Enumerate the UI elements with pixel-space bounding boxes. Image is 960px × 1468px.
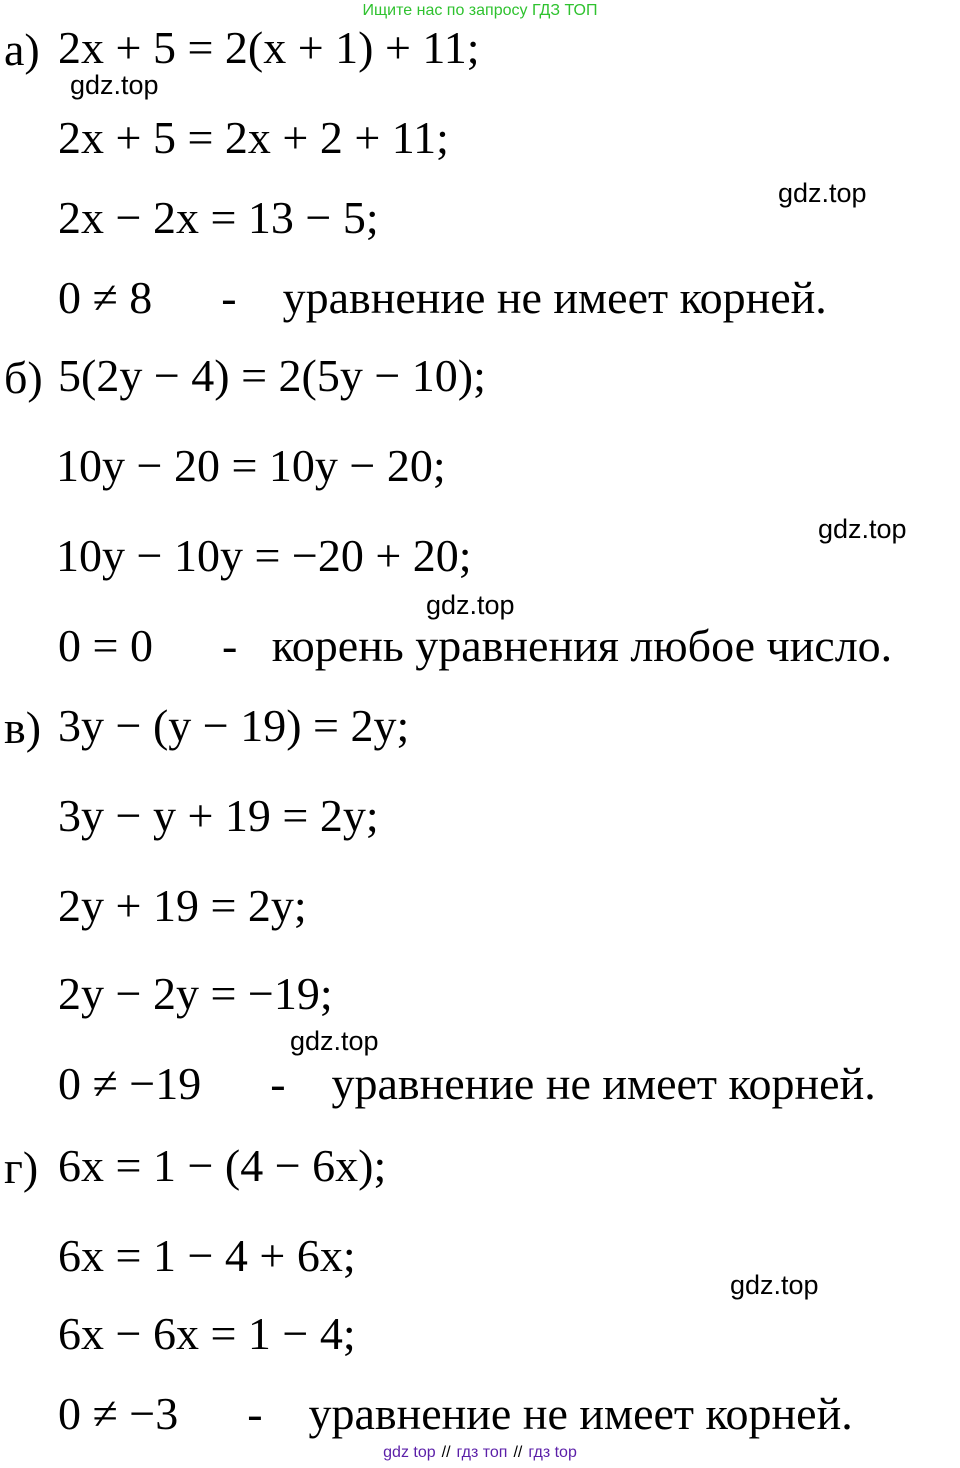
equation-line: 2x − 2x = 13 − 5; bbox=[58, 192, 379, 243]
equation-line: 2x + 5 = 2(x + 1) + 11; bbox=[58, 22, 480, 73]
equation-line: 2y + 19 = 2y; bbox=[58, 880, 307, 931]
conclusion-line: 0 ≠ −3 - уравнение не имеет корней. bbox=[58, 1388, 853, 1439]
equation-line: 10y − 20 = 10y − 20; bbox=[56, 440, 446, 491]
watermark: gdz.top bbox=[426, 590, 515, 620]
equation-line: 6x = 1 − (4 − 6x); bbox=[58, 1140, 387, 1191]
problem-label-b: б) bbox=[4, 352, 43, 403]
watermark: gdz.top bbox=[818, 514, 907, 544]
equation-line: 6x = 1 − 4 + 6x; bbox=[58, 1230, 356, 1281]
equation-line: 5(2y − 4) = 2(5y − 10); bbox=[58, 350, 486, 401]
problem-label-a: а) bbox=[4, 24, 40, 75]
equation-line: 2x + 5 = 2x + 2 + 11; bbox=[58, 112, 449, 163]
equation-line: 3y − (y − 19) = 2y; bbox=[58, 700, 410, 751]
watermark: gdz.top bbox=[778, 178, 867, 208]
watermark: gdz.top bbox=[290, 1026, 379, 1056]
conclusion-line: 0 = 0 - корень уравнения любое число. bbox=[58, 620, 893, 671]
problem-label-v: в) bbox=[4, 702, 42, 753]
footer-link[interactable]: гдз топ bbox=[456, 1444, 508, 1461]
search-banner[interactable]: Ищите нас по запросу ГДЗ ТОП bbox=[362, 2, 598, 19]
footer-separator: // bbox=[441, 1444, 451, 1461]
footer-link[interactable]: gdz top bbox=[383, 1444, 436, 1461]
equation-line: 3y − y + 19 = 2y; bbox=[58, 790, 379, 841]
problem-label-g: г) bbox=[4, 1142, 39, 1193]
conclusion-line: 0 ≠ −19 - уравнение не имеет корней. bbox=[58, 1058, 876, 1109]
conclusion-line: 0 ≠ 8 - уравнение не имеет корней. bbox=[58, 272, 827, 323]
footer-separator: // bbox=[513, 1444, 523, 1461]
equation-line: 6x − 6x = 1 − 4; bbox=[58, 1308, 356, 1359]
footer-links bbox=[0, 1442, 960, 1464]
watermark: gdz.top bbox=[730, 1270, 819, 1300]
equation-line: 2y − 2y = −19; bbox=[58, 968, 333, 1019]
equation-line: 10y − 10y = −20 + 20; bbox=[56, 530, 472, 581]
footer-link[interactable]: гдз top bbox=[528, 1444, 577, 1461]
watermark: gdz.top bbox=[70, 70, 159, 100]
